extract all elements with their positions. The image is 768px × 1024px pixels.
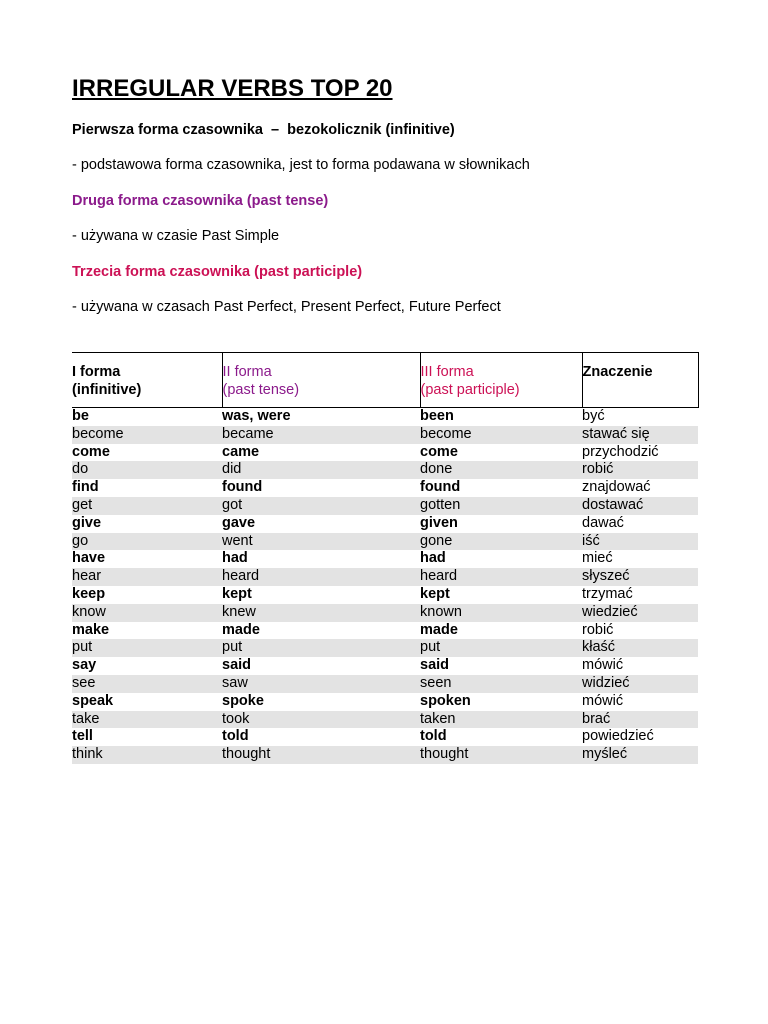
cell-past-tense: put	[222, 639, 420, 657]
cell-meaning: dostawać	[582, 497, 698, 515]
page-title: IRREGULAR VERBS TOP 20	[72, 75, 393, 102]
table-row	[72, 693, 698, 711]
cell-meaning: wiedzieć	[582, 604, 698, 622]
irregular-verbs-table	[72, 352, 699, 764]
cell-past-participle: put	[420, 639, 582, 657]
cell-infinitive: speak	[72, 692, 114, 709]
cell-past-participle: made	[420, 621, 458, 638]
cell-past-participle: known	[420, 604, 582, 622]
cell-past-tense: was, were	[222, 408, 291, 424]
cell-infinitive: take	[72, 711, 222, 729]
cell-past-tense: got	[222, 497, 420, 515]
header-past-participle	[420, 353, 582, 408]
header-past-tense-line1: II forma	[222, 364, 272, 380]
table-row	[72, 711, 698, 729]
cell-past-tense: gave	[222, 514, 256, 531]
cell-infinitive: go	[72, 533, 222, 551]
cell-past-participle: gone	[420, 533, 582, 551]
cell-past-tense: came	[222, 443, 260, 460]
cell-meaning: powiedzieć	[582, 728, 654, 745]
cell-past-participle: kept	[420, 585, 450, 602]
cell-infinitive: think	[72, 746, 222, 764]
cell-meaning: kłaść	[582, 639, 698, 657]
cell-infinitive: hear	[72, 568, 222, 586]
cell-past-tense: thought	[222, 746, 420, 764]
cell-meaning: mówić	[582, 657, 624, 674]
cell-past-participle: told	[420, 728, 447, 745]
cell-infinitive: give	[72, 514, 102, 531]
cell-past-participle: gotten	[420, 497, 582, 515]
second-form-description: - używana w czasie Past Simple	[72, 228, 280, 244]
cell-meaning: dawać	[582, 514, 624, 531]
cell-meaning: mieć	[582, 550, 613, 567]
first-form-heading: Pierwsza forma czasownika – bezokolicznik (infinitive)	[72, 122, 455, 138]
cell-meaning: być	[582, 408, 605, 424]
cell-meaning: myśleć	[582, 746, 698, 764]
cell-meaning: mówić	[582, 692, 624, 709]
cell-meaning: słyszeć	[582, 568, 698, 586]
cell-infinitive: be	[72, 408, 89, 424]
cell-past-participle: said	[420, 657, 450, 674]
cell-infinitive: do	[72, 461, 222, 479]
cell-past-tense: knew	[222, 604, 420, 622]
cell-meaning: trzymać	[582, 585, 633, 602]
cell-past-participle: become	[420, 426, 582, 444]
cell-past-tense: made	[222, 621, 260, 638]
cell-meaning: przychodzić	[582, 443, 659, 460]
table-row	[72, 479, 698, 497]
cell-past-tense: went	[222, 533, 420, 551]
table-row	[72, 586, 698, 604]
table-row	[72, 657, 698, 675]
header-infinitive-line1: I forma	[72, 364, 121, 380]
cell-past-tense: found	[222, 479, 263, 496]
table-row	[72, 746, 698, 764]
cell-infinitive: tell	[72, 728, 93, 745]
cell-past-participle: come	[420, 443, 458, 460]
header-past-participle-line2: (past participle)	[420, 382, 520, 398]
cell-meaning: stawać się	[582, 426, 698, 444]
cell-infinitive: make	[72, 621, 110, 638]
cell-past-participle: seen	[420, 675, 582, 693]
cell-past-participle: had	[420, 550, 446, 567]
cell-meaning: robić	[582, 461, 698, 479]
cell-past-tense: said	[222, 657, 252, 674]
table-row	[72, 426, 698, 444]
header-past-tense	[222, 353, 420, 408]
cell-past-tense: heard	[222, 568, 420, 586]
table-row	[72, 568, 698, 586]
cell-past-tense: took	[222, 711, 420, 729]
cell-past-tense: kept	[222, 585, 252, 602]
table-row	[72, 622, 698, 640]
cell-infinitive: find	[72, 479, 99, 496]
header-infinitive	[72, 353, 222, 408]
cell-past-participle: found	[420, 479, 461, 496]
cell-past-tense: had	[222, 550, 248, 567]
cell-past-tense: became	[222, 426, 420, 444]
table-row	[72, 497, 698, 515]
cell-infinitive: become	[72, 426, 222, 444]
header-meaning-label: Znaczenie	[582, 364, 653, 380]
table-row	[72, 444, 698, 462]
cell-past-participle: done	[420, 461, 582, 479]
cell-infinitive: get	[72, 497, 222, 515]
cell-meaning: widzieć	[582, 675, 698, 693]
table-row	[72, 675, 698, 693]
cell-past-participle: taken	[420, 711, 582, 729]
cell-infinitive: come	[72, 443, 110, 460]
table-row	[72, 639, 698, 657]
cell-past-participle: been	[420, 408, 454, 424]
cell-past-tense: told	[222, 728, 249, 745]
table-row	[72, 604, 698, 622]
header-infinitive-line2: (infinitive)	[72, 382, 142, 398]
first-form-description: - podstawowa forma czasownika, jest to forma podawana w słownikach	[72, 157, 530, 173]
cell-infinitive: put	[72, 639, 222, 657]
third-form-description: - używana w czasach Past Perfect, Present Perfect, Future Perfect	[72, 299, 501, 315]
table-header-row	[72, 353, 698, 408]
table-row	[72, 408, 698, 426]
second-form-heading: Druga forma czasownika (past tense)	[72, 193, 329, 209]
cell-past-participle: given	[420, 514, 458, 531]
third-form-heading: Trzecia forma czasownika (past participle)	[72, 264, 363, 280]
cell-past-tense: saw	[222, 675, 420, 693]
cell-past-participle: heard	[420, 568, 582, 586]
table-row	[72, 728, 698, 746]
cell-past-participle: spoken	[420, 692, 471, 709]
cell-infinitive: see	[72, 675, 222, 693]
table-row	[72, 533, 698, 551]
header-meaning	[582, 353, 698, 408]
cell-past-tense: did	[222, 461, 420, 479]
table-row	[72, 550, 698, 568]
cell-meaning: znajdować	[582, 479, 651, 496]
cell-past-participle: thought	[420, 746, 582, 764]
header-past-tense-line2: (past tense)	[222, 382, 300, 398]
cell-infinitive: have	[72, 550, 106, 567]
cell-infinitive: keep	[72, 585, 106, 602]
table-body	[72, 408, 698, 764]
cell-meaning: iść	[582, 533, 698, 551]
cell-infinitive: say	[72, 657, 97, 674]
cell-meaning: robić	[582, 621, 614, 638]
cell-past-tense: spoke	[222, 692, 264, 709]
header-past-participle-line1: III forma	[420, 364, 474, 380]
cell-meaning: brać	[582, 711, 698, 729]
table-row	[72, 461, 698, 479]
table-row	[72, 515, 698, 533]
cell-infinitive: know	[72, 604, 222, 622]
